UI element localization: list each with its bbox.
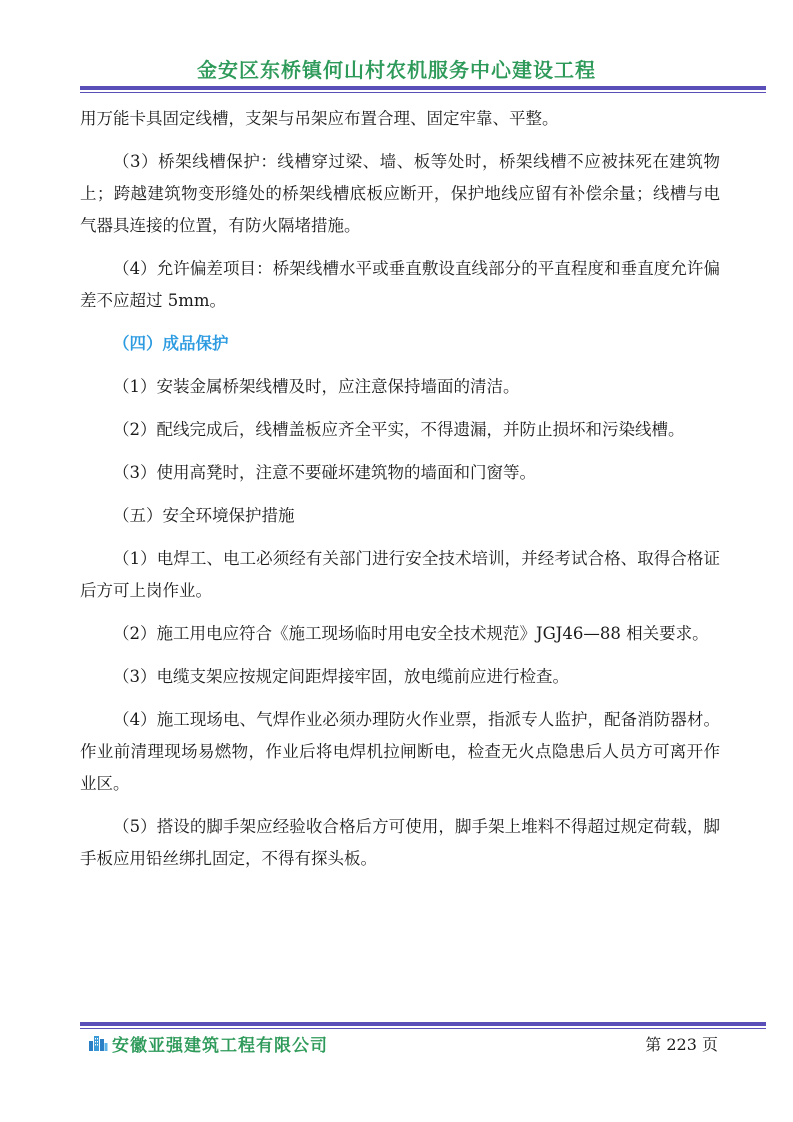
paragraph: （五）安全环境保护措施 xyxy=(113,506,295,525)
company-name: 安徽亚强建筑工程有限公司 xyxy=(112,1036,328,1056)
paragraph: （5）搭设的脚手架应经验收合格后方可使用，脚手架上堆料不得超过规定荷载，脚手板应用铅丝绑扎固定，不得有探头板。 xyxy=(80,817,720,868)
paragraph: （4）施工现场电、气焊作业必须办理防火作业票，指派专人监护，配备消防器材。作业前清理现场易燃物，作业后将电焊机拉闸断电，检查无火点隐患后人员方可离开作业区。 xyxy=(80,710,720,793)
footer-rule-thick xyxy=(80,1022,766,1026)
paragraph: （2）施工用电应符合《施工现场临时用电安全技术规范》JGJ46—88 相关要求。 xyxy=(113,624,709,643)
header-title: 金安区东桥镇何山村农机服务中心建设工程 xyxy=(197,58,596,82)
header-rule-thin xyxy=(80,92,766,93)
paragraph: （4）允许偏差项目：桥架线槽水平或垂直敷设直线部分的平直程度和垂直度允许偏差不应超过 5mm。 xyxy=(80,259,720,310)
paragraph: （3）电缆支架应按规定间距焊接牢固，放电缆前应进行检查。 xyxy=(113,667,569,686)
paragraph: （1）电焊工、电工必须经有关部门进行安全技术培训，并经考试合格、取得合格证后方可上岗作业。 xyxy=(80,549,720,600)
paragraph: （3）桥架线槽保护：线槽穿过梁、墙、板等处时，桥架线槽不应被抹死在建筑物上；跨越建筑物变形缝处的桥架线槽底板应断开，保护地线应留有补偿余量；线槽与电气器具连接的位置，有防火隔堵措施。 xyxy=(80,152,720,235)
paragraph: （1）安装金属桥架线槽及时，应注意保持墙面的清洁。 xyxy=(113,377,520,396)
page-footer xyxy=(88,1030,718,1058)
footer-rule-thin xyxy=(80,1028,766,1029)
building-logo-icon xyxy=(88,1033,108,1051)
section-heading: （四）成品保护 xyxy=(113,334,229,353)
paragraph: （3）使用高凳时，注意不要碰坏建筑物的墙面和门窗等。 xyxy=(113,463,536,482)
document-body xyxy=(80,103,720,886)
header-rule-thick xyxy=(80,86,766,90)
paragraph: （2）配线完成后，线槽盖板应齐全平实，不得遗漏，并防止损坏和污染线槽。 xyxy=(113,420,685,439)
paragraph: 用万能卡具固定线槽，支架与吊架应布置合理、固定牢靠、平整。 xyxy=(80,109,559,128)
page-number: 第 223 页 xyxy=(645,1035,718,1054)
